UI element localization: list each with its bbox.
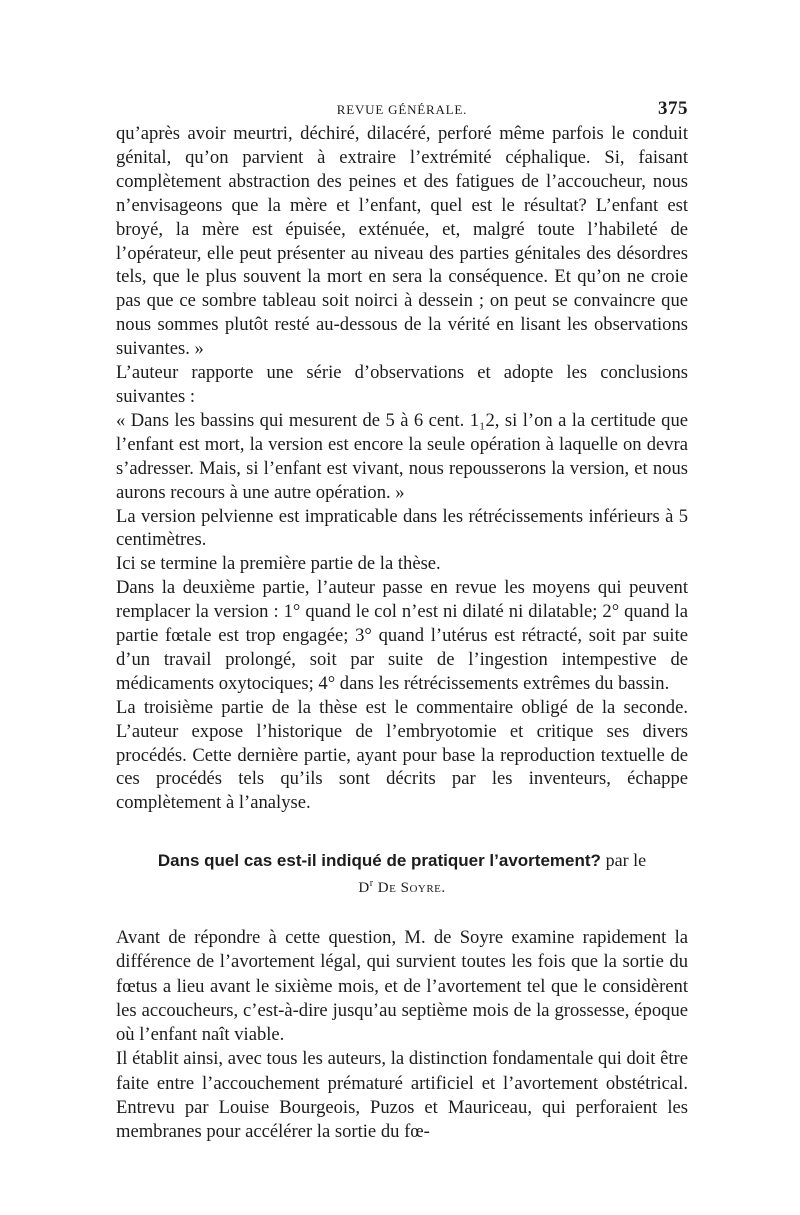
paragraph-5: Ici se termine la première partie de la thèse. (116, 553, 441, 575)
running-head (116, 96, 688, 122)
page-number: 375 (658, 98, 688, 119)
section-heading-text: Dans quel cas est-il indiqué de pratiquer l’avortement? (157, 851, 601, 871)
author-name: De Soyre. (377, 880, 446, 897)
paragraph-1: qu’après avoir meurtri, déchiré, dilacéré, perforé même parfois le conduit génital, qu’on parvient à extraire l’extrémité céphalique. Si, faisant complètement abstraction des peines et des fatigues de l’accoucheur, nous n’envisageons que la mère et l’enfant, quel est le résultat? L’enfant est broyé, la mère est épuisée, exténuée, et, malgré toute l’habileté de l’opérateur, elle peut présenter au niveau des parties génitales des désordres tels, que le plus souvent la mort en sera la conséquence. Et qu’on ne croie pas que ce sombre tableau soit noirci à dessein ; on peut se convaincre que nous sommes plutôt resté au-dessous de la vérité en lisant les observations suivantes. » (116, 123, 688, 360)
section-heading (116, 849, 688, 872)
paragraph-7: La troisième partie de la thèse est le commentaire obligé de la seconde. L’auteur expose l’historique de l’embryotomie et critique ses divers procédés. Cette dernière partie, ayant pour base la reproduction textuelle de ces procédés tels qu’ils sont décrits par les inventeurs, échappe complètement à l’analyse. (116, 696, 688, 814)
body-text-part-2 (116, 926, 688, 1144)
paragraph-4: La version pelvienne est impraticable dans les rétrécissements inférieurs à 5 centimètres. (116, 505, 688, 551)
author-prefix: D (358, 880, 370, 897)
paragraph-9: Il établit ainsi, avec tous les auteurs, la distinction fondamentale qui doit être faite entre l’accouchement prématuré artificiel et l’avortement obstétrical. Entrevu par Louise Bourgeois, Puzos et Mauriceau, qui perforaient les membranes pour accélérer la sortie du fœ- (116, 1048, 688, 1142)
paragraph-6: Dans la deuxième partie, l’auteur passe en revue les moyens qui peuvent remplacer la version : 1° quand le col n’est ni dilaté ni dilatable; 2° quand la partie fœtale est trop engagée; 3° quand l’utérus est rétracté, soit par suite d’un travail prolongé, soit par suite de l’ingestion intempestive de médicaments oxytociques; 4° dans les rétrécissements extrêmes du bassin. (116, 577, 688, 694)
running-title: REVUE GÉNÉRALE. (336, 102, 468, 117)
paragraph-3: « Dans les bassins qui mesurent de 5 à 6 cent. 1₁2, si l’on a la certitude que l’enfant est mort, la version est encore la seule opération à laquelle on devra s’adresser. Mais, si l’enfant est vivant, nous repousserons la version, et nous aurons recours à une autre opération. » (116, 409, 688, 503)
author-prefix-sup: r (369, 878, 374, 890)
paragraph-2: L’auteur rapporte une série d’observations et adopte les conclusions suivantes : (116, 362, 688, 407)
page (116, 96, 688, 1144)
body-text-part-1 (116, 122, 688, 815)
section-author (116, 872, 688, 900)
paragraph-8: Avant de répondre à cette question, M. de Soyre examine rapidement la différence de l’avortement légal, qui survient toutes les fois que la sortie du fœtus a lieu avant le sixième mois, et de l’avortement tel que le considèrent les accoucheurs, c’est-à-dire jusqu’au septième mois de la grossesse, époque où l’enfant naît viable. (116, 927, 688, 1046)
section-heading-tail: par le (605, 850, 647, 871)
